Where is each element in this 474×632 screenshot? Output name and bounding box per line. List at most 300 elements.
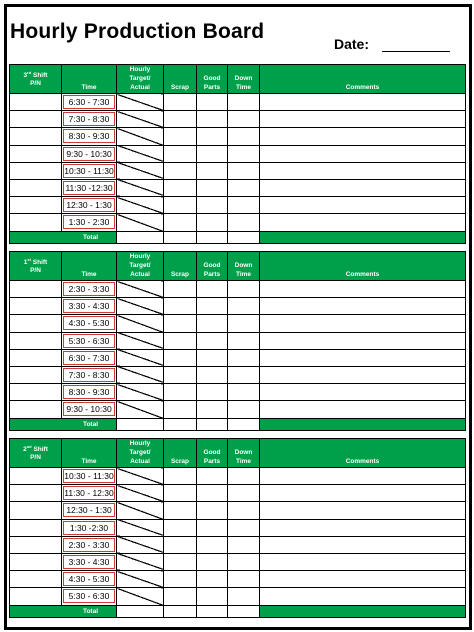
- total-row: [10, 605, 466, 617]
- pn-cell[interactable]: [10, 519, 62, 536]
- pn-cell[interactable]: [10, 162, 62, 179]
- good-parts-cell[interactable]: [197, 349, 228, 366]
- pn-cell[interactable]: [10, 111, 62, 128]
- pn-cell[interactable]: [10, 332, 62, 349]
- scrap-header: [164, 65, 197, 94]
- comments-cell[interactable]: [260, 366, 466, 383]
- scrap-cell[interactable]: [164, 162, 197, 179]
- comments-cell[interactable]: [260, 519, 466, 536]
- pn-cell[interactable]: [10, 571, 62, 588]
- good-parts-cell[interactable]: [197, 281, 228, 298]
- table-row: [10, 332, 466, 349]
- table-row: [10, 197, 466, 214]
- time-slot: 3:30 - 4:30: [63, 299, 115, 313]
- table-row: [10, 384, 466, 401]
- comments-cell[interactable]: [260, 298, 466, 315]
- good-parts-cell[interactable]: [197, 111, 228, 128]
- total-row: [10, 418, 466, 430]
- time-slot: 7:30 - 8:30: [63, 112, 115, 126]
- good-parts-header: [197, 439, 228, 468]
- good-parts-cell[interactable]: [197, 485, 228, 502]
- date-label: Date:: [334, 36, 370, 52]
- total-comments-cell: [260, 418, 466, 430]
- target-label: Target/: [129, 449, 151, 456]
- pn-cell[interactable]: [10, 588, 62, 605]
- pn-header: P/N: [30, 80, 41, 87]
- target-actual-cell[interactable]: [117, 214, 164, 231]
- scrap-cell[interactable]: [164, 366, 197, 383]
- time-slot: 12:30 - 1:30: [63, 198, 115, 212]
- actual-label: Actual: [130, 271, 150, 278]
- comments-cell[interactable]: [260, 502, 466, 519]
- scrap-cell[interactable]: [164, 468, 197, 485]
- scrap-cell[interactable]: [164, 111, 197, 128]
- good-parts-cell[interactable]: [197, 197, 228, 214]
- total-scrap-cell[interactable]: [164, 418, 197, 430]
- good-parts-cell[interactable]: [197, 384, 228, 401]
- section-header-row: [10, 65, 466, 94]
- good-parts-cell[interactable]: [197, 502, 228, 519]
- scrap-cell[interactable]: [164, 298, 197, 315]
- comments-cell[interactable]: [260, 588, 466, 605]
- table-row: [10, 536, 466, 553]
- pn-cell[interactable]: [10, 281, 62, 298]
- shift-pn-header: [10, 65, 62, 94]
- pn-cell[interactable]: [10, 94, 62, 111]
- scrap-cell[interactable]: [164, 179, 197, 196]
- time-cell: [62, 384, 117, 401]
- good-parts-cell[interactable]: [197, 128, 228, 145]
- time-cell: [62, 162, 117, 179]
- pn-cell[interactable]: [10, 214, 62, 231]
- time-cell: [62, 468, 117, 485]
- scrap-cell[interactable]: [164, 315, 197, 332]
- target-actual-cell[interactable]: [117, 366, 164, 383]
- target-actual-cell[interactable]: [117, 384, 164, 401]
- target-actual-cell[interactable]: [117, 111, 164, 128]
- scrap-cell[interactable]: [164, 349, 197, 366]
- down-time-cell[interactable]: [228, 468, 260, 485]
- total-down-cell[interactable]: [228, 231, 260, 243]
- time-slot: 5:30 - 6:30: [63, 334, 115, 348]
- comments-cell[interactable]: [260, 315, 466, 332]
- shift-ordinal: rd: [27, 70, 32, 75]
- down-time-cell[interactable]: [228, 128, 260, 145]
- time-cell: [62, 214, 117, 231]
- pn-cell[interactable]: [10, 128, 62, 145]
- total-target-cell[interactable]: [117, 418, 164, 430]
- total-comments-cell: [260, 231, 466, 243]
- time-cell: [62, 94, 117, 111]
- target-actual-cell[interactable]: [117, 485, 164, 502]
- scrap-cell[interactable]: [164, 519, 197, 536]
- down-time-cell[interactable]: [228, 588, 260, 605]
- scrap-cell[interactable]: [164, 571, 197, 588]
- time-slot: 1:30 -2:30: [63, 521, 115, 535]
- time-cell: [62, 366, 117, 383]
- scrap-cell[interactable]: [164, 128, 197, 145]
- scrap-cell[interactable]: [164, 536, 197, 553]
- pn-cell[interactable]: [10, 468, 62, 485]
- comments-label: Comments: [345, 271, 380, 278]
- table-row: [10, 502, 466, 519]
- scrap-cell[interactable]: [164, 281, 197, 298]
- time-cell: [62, 485, 117, 502]
- scrap-header: [164, 439, 197, 468]
- parts-label: Parts: [203, 84, 221, 91]
- comments-cell[interactable]: [260, 128, 466, 145]
- down-time-cell[interactable]: [228, 111, 260, 128]
- target-actual-cell[interactable]: [117, 468, 164, 485]
- time-slot: 10:30 - 11:30: [64, 165, 114, 176]
- comments-header: [260, 439, 466, 468]
- down-time-cell[interactable]: [228, 485, 260, 502]
- table-row: [10, 315, 466, 332]
- scrap-cell[interactable]: [164, 145, 197, 162]
- target-actual-header: [117, 65, 164, 94]
- time-cell: [62, 401, 117, 418]
- scrap-cell[interactable]: [164, 94, 197, 111]
- time-slot: 3:30 - 4:30: [63, 555, 115, 569]
- pn-cell[interactable]: [10, 179, 62, 196]
- parts-label: Parts: [203, 271, 221, 278]
- down-time-cell[interactable]: [228, 519, 260, 536]
- target-actual-cell[interactable]: [117, 197, 164, 214]
- pn-cell[interactable]: [10, 536, 62, 553]
- time-slot: 7:30 - 8:30: [63, 368, 115, 382]
- total-good-cell[interactable]: [197, 418, 228, 430]
- pn-header: P/N: [30, 267, 41, 274]
- good-parts-cell[interactable]: [197, 553, 228, 570]
- table-row: [10, 179, 466, 196]
- target-actual-cell[interactable]: [117, 298, 164, 315]
- time-slot: 12:30 - 1:30: [63, 503, 115, 517]
- total-target-cell[interactable]: [117, 231, 164, 243]
- total-target-cell[interactable]: [117, 605, 164, 617]
- time-cell: [62, 571, 117, 588]
- pn-cell[interactable]: [10, 502, 62, 519]
- good-parts-cell[interactable]: [197, 332, 228, 349]
- time-slot: 5:30 - 6:30: [63, 589, 115, 603]
- down-time-cell[interactable]: [228, 502, 260, 519]
- good-label: Good: [203, 75, 221, 82]
- comments-cell[interactable]: [260, 94, 466, 111]
- down-label: Down: [234, 262, 253, 269]
- section-header-row: [10, 439, 466, 468]
- comments-cell[interactable]: [260, 162, 466, 179]
- down-time-cell[interactable]: [228, 332, 260, 349]
- comments-cell[interactable]: [260, 571, 466, 588]
- time-cell: [62, 315, 117, 332]
- time-cell: [62, 111, 117, 128]
- comments-cell[interactable]: [260, 145, 466, 162]
- good-parts-cell[interactable]: [197, 162, 228, 179]
- table-row: [10, 145, 466, 162]
- down-time-header: [228, 65, 260, 94]
- down-time-label: Time: [235, 84, 252, 91]
- pn-cell[interactable]: [10, 485, 62, 502]
- target-label: Target/: [129, 262, 151, 269]
- scrap-header: [164, 252, 197, 281]
- pn-cell[interactable]: [10, 366, 62, 383]
- scrap-cell[interactable]: [164, 332, 197, 349]
- comments-cell[interactable]: [260, 553, 466, 570]
- date-field[interactable]: [382, 51, 450, 52]
- good-parts-cell[interactable]: [197, 94, 228, 111]
- down-time-cell[interactable]: [228, 571, 260, 588]
- scrap-cell[interactable]: [164, 502, 197, 519]
- target-actual-cell[interactable]: [117, 401, 164, 418]
- actual-label: Actual: [130, 84, 150, 91]
- good-parts-cell[interactable]: [197, 315, 228, 332]
- scrap-cell[interactable]: [164, 485, 197, 502]
- good-parts-cell[interactable]: [197, 588, 228, 605]
- good-label: Good: [203, 449, 221, 456]
- time-header-label: Time: [81, 458, 97, 465]
- good-label: Good: [203, 262, 221, 269]
- scrap-cell[interactable]: [164, 401, 197, 418]
- hourly-label: Hourly: [129, 440, 151, 447]
- pn-cell[interactable]: [10, 401, 62, 418]
- table-row: [10, 128, 466, 145]
- scrap-label: Scrap: [170, 458, 190, 465]
- down-time-cell[interactable]: [228, 162, 260, 179]
- comments-label: Comments: [345, 84, 380, 91]
- table-row: [10, 162, 466, 179]
- shift-section-0: [9, 64, 466, 244]
- target-actual-cell[interactable]: [117, 571, 164, 588]
- comments-cell[interactable]: [260, 111, 466, 128]
- time-slot: 2:30 - 3:30: [63, 282, 115, 296]
- shift-section-2: [9, 438, 466, 618]
- table-row: [10, 588, 466, 605]
- comments-header: [260, 65, 466, 94]
- table-row: [10, 366, 466, 383]
- pn-header: P/N: [30, 454, 41, 461]
- target-actual-cell[interactable]: [117, 502, 164, 519]
- comments-cell[interactable]: [260, 349, 466, 366]
- time-header-label: Time: [81, 84, 97, 91]
- pn-cell[interactable]: [10, 553, 62, 570]
- comments-cell[interactable]: [260, 384, 466, 401]
- good-parts-cell[interactable]: [197, 298, 228, 315]
- scrap-cell[interactable]: [164, 384, 197, 401]
- total-label: Total: [10, 231, 117, 243]
- down-time-header: [228, 252, 260, 281]
- down-time-cell[interactable]: [228, 536, 260, 553]
- time-cell: [62, 179, 117, 196]
- good-parts-cell[interactable]: [197, 366, 228, 383]
- comments-cell[interactable]: [260, 179, 466, 196]
- table-row: [10, 281, 466, 298]
- down-time-cell[interactable]: [228, 94, 260, 111]
- section-header-row: [10, 252, 466, 281]
- time-slot: 2:30 - 3:30: [63, 538, 115, 552]
- total-scrap-cell[interactable]: [164, 231, 197, 243]
- comments-cell[interactable]: [260, 214, 466, 231]
- time-cell: [62, 128, 117, 145]
- total-comments-cell: [260, 605, 466, 617]
- down-time-cell[interactable]: [228, 315, 260, 332]
- comments-cell[interactable]: [260, 197, 466, 214]
- time-cell: [62, 519, 117, 536]
- scrap-cell[interactable]: [164, 197, 197, 214]
- down-label: Down: [234, 449, 253, 456]
- pn-cell[interactable]: [10, 145, 62, 162]
- time-cell: [62, 145, 117, 162]
- target-actual-cell[interactable]: [117, 588, 164, 605]
- target-actual-cell[interactable]: [117, 332, 164, 349]
- shift-pn-header: [10, 439, 62, 468]
- total-row: [10, 231, 466, 243]
- pn-cell[interactable]: [10, 384, 62, 401]
- time-slot: 11:30 - 12:30: [64, 488, 114, 499]
- good-parts-cell[interactable]: [197, 179, 228, 196]
- good-parts-header: [197, 252, 228, 281]
- target-actual-header: [117, 252, 164, 281]
- shift-word: Shift: [32, 72, 48, 79]
- table-row: [10, 298, 466, 315]
- hourly-label: Hourly: [129, 66, 151, 73]
- down-time-label: Time: [235, 271, 252, 278]
- target-actual-cell[interactable]: [117, 94, 164, 111]
- pn-cell[interactable]: [10, 298, 62, 315]
- scrap-label: Scrap: [170, 271, 190, 278]
- time-slot: 8:30 - 9:30: [63, 129, 115, 143]
- time-slot: 4:30 - 5:30: [63, 572, 115, 586]
- good-parts-header: [197, 65, 228, 94]
- target-actual-cell[interactable]: [117, 315, 164, 332]
- pn-cell[interactable]: [10, 197, 62, 214]
- good-parts-cell[interactable]: [197, 536, 228, 553]
- down-time-label: Time: [235, 458, 252, 465]
- time-slot: 1:30 - 2:30: [63, 215, 115, 229]
- shift-section-1: [9, 251, 466, 431]
- parts-label: Parts: [203, 458, 221, 465]
- pn-cell[interactable]: [10, 349, 62, 366]
- comments-label: Comments: [345, 458, 380, 465]
- total-good-cell[interactable]: [197, 605, 228, 617]
- down-time-cell[interactable]: [228, 145, 260, 162]
- time-cell: [62, 349, 117, 366]
- target-actual-cell[interactable]: [117, 145, 164, 162]
- down-time-cell[interactable]: [228, 553, 260, 570]
- time-slot: 11:30 -12:30: [63, 181, 115, 195]
- total-label: Total: [10, 605, 117, 617]
- target-actual-cell[interactable]: [117, 162, 164, 179]
- table-row: [10, 519, 466, 536]
- target-actual-cell[interactable]: [117, 179, 164, 196]
- target-actual-cell[interactable]: [117, 536, 164, 553]
- comments-cell[interactable]: [260, 485, 466, 502]
- down-time-cell[interactable]: [228, 366, 260, 383]
- target-actual-cell[interactable]: [117, 519, 164, 536]
- target-actual-cell[interactable]: [117, 349, 164, 366]
- table-row: [10, 401, 466, 418]
- target-actual-cell[interactable]: [117, 128, 164, 145]
- comments-header: [260, 252, 466, 281]
- comments-cell[interactable]: [260, 281, 466, 298]
- time-cell: [62, 298, 117, 315]
- time-slot: 4:30 - 5:30: [63, 316, 115, 330]
- time-header: [62, 65, 117, 94]
- down-time-cell[interactable]: [228, 214, 260, 231]
- total-down-cell[interactable]: [228, 605, 260, 617]
- table-row: [10, 468, 466, 485]
- page-title: Hourly Production Board: [10, 20, 265, 43]
- table-row: [10, 94, 466, 111]
- comments-cell[interactable]: [260, 468, 466, 485]
- down-time-cell[interactable]: [228, 401, 260, 418]
- down-label: Down: [234, 75, 253, 82]
- time-cell: [62, 332, 117, 349]
- time-header: [62, 252, 117, 281]
- target-actual-header: [117, 439, 164, 468]
- good-parts-cell[interactable]: [197, 519, 228, 536]
- total-label: Total: [10, 418, 117, 430]
- good-parts-cell[interactable]: [197, 571, 228, 588]
- target-actual-cell[interactable]: [117, 553, 164, 570]
- time-header-label: Time: [81, 271, 97, 278]
- target-label: Target/: [129, 75, 151, 82]
- down-time-cell[interactable]: [228, 281, 260, 298]
- time-cell: [62, 588, 117, 605]
- scrap-cell[interactable]: [164, 553, 197, 570]
- time-slot: 6:30 - 7:30: [63, 351, 115, 365]
- scrap-label: Scrap: [170, 84, 190, 91]
- shift-word: Shift: [33, 446, 48, 453]
- comments-cell[interactable]: [260, 536, 466, 553]
- good-parts-cell[interactable]: [197, 401, 228, 418]
- shift-ordinal: nd: [26, 444, 32, 449]
- down-time-cell[interactable]: [228, 384, 260, 401]
- table-row: [10, 214, 466, 231]
- target-actual-cell[interactable]: [117, 281, 164, 298]
- down-time-cell[interactable]: [228, 179, 260, 196]
- down-time-header: [228, 439, 260, 468]
- down-time-cell[interactable]: [228, 197, 260, 214]
- shift-number: 2: [23, 446, 27, 453]
- scrap-cell[interactable]: [164, 214, 197, 231]
- comments-cell[interactable]: [260, 401, 466, 418]
- table-row: [10, 553, 466, 570]
- total-down-cell[interactable]: [228, 418, 260, 430]
- total-good-cell[interactable]: [197, 231, 228, 243]
- time-header: [62, 439, 117, 468]
- time-slot: 9:30 - 10:30: [63, 402, 115, 416]
- time-cell: [62, 553, 117, 570]
- table-row: [10, 349, 466, 366]
- good-parts-cell[interactable]: [197, 468, 228, 485]
- hourly-label: Hourly: [129, 253, 151, 260]
- table-row: [10, 571, 466, 588]
- time-slot: 9:30 - 10:30: [63, 147, 115, 161]
- total-scrap-cell[interactable]: [164, 605, 197, 617]
- down-time-cell[interactable]: [228, 349, 260, 366]
- pn-cell[interactable]: [10, 315, 62, 332]
- down-time-cell[interactable]: [228, 298, 260, 315]
- scrap-cell[interactable]: [164, 588, 197, 605]
- time-cell: [62, 197, 117, 214]
- table-row: [10, 111, 466, 128]
- shift-pn-header: [10, 252, 62, 281]
- comments-cell[interactable]: [260, 332, 466, 349]
- good-parts-cell[interactable]: [197, 145, 228, 162]
- shift-ordinal: st: [27, 257, 31, 262]
- shift-number: 1: [23, 259, 28, 266]
- good-parts-cell[interactable]: [197, 214, 228, 231]
- table-row: [10, 485, 466, 502]
